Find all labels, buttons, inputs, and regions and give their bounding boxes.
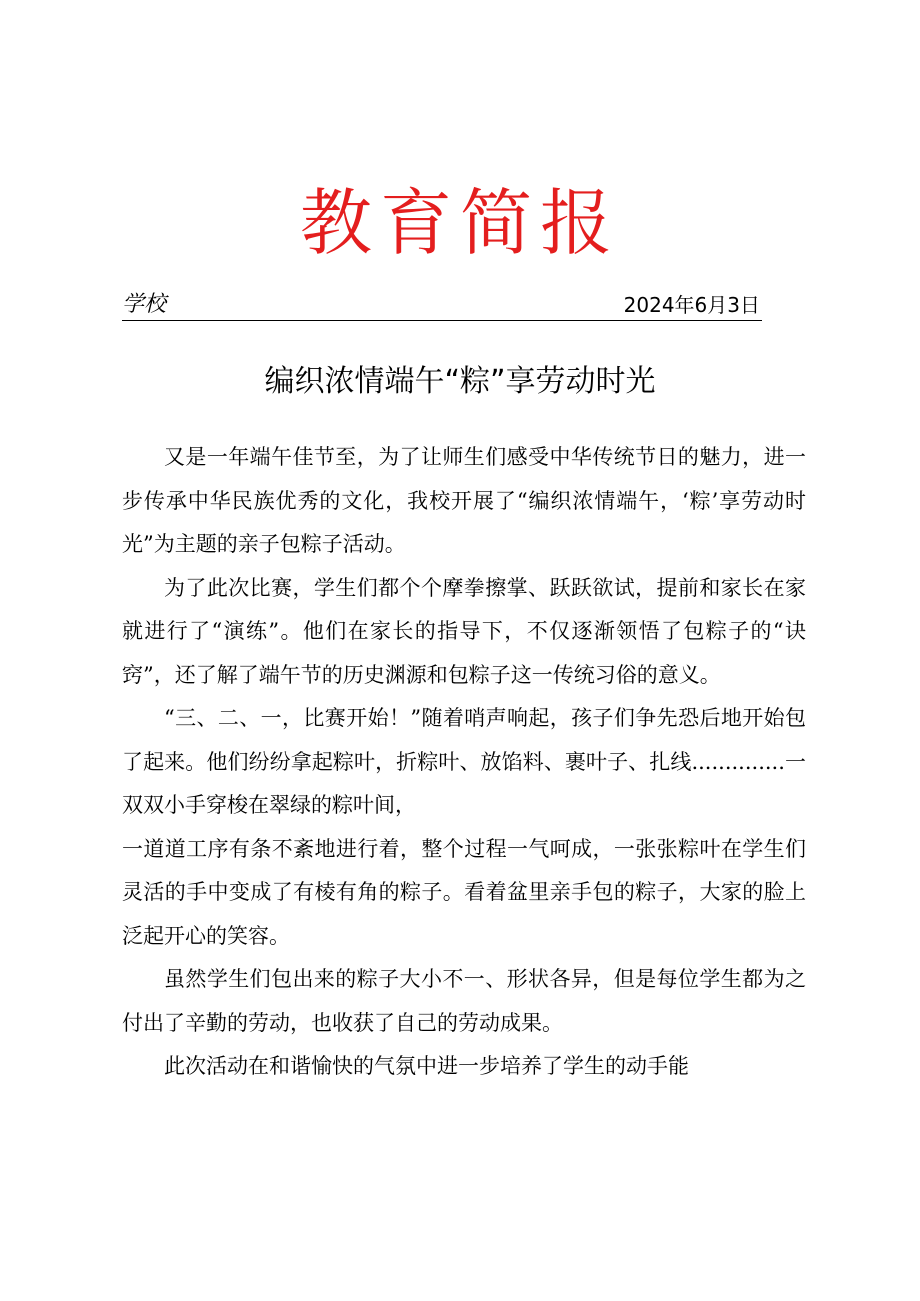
article-title: 编织浓情端午“粽”享劳动时光 <box>264 364 656 399</box>
paragraph: 此次活动在和谐愉快的气氛中进一步培养了学生的动手能 <box>164 1054 689 1078</box>
paragraph: 又是一年端午佳节至，为了让师生们感受中华传统节日的魅力，进一步传承中华民族优秀的文化，我校开展了“编织浓情端午，‘粽’享劳动时光”为主题的亲子包粽子活动。 <box>122 445 806 556</box>
issue-date: 2024年6月3日 <box>623 293 760 317</box>
article-body <box>122 436 806 1089</box>
meta-row <box>122 290 762 321</box>
paragraph: 为了此次比赛，学生们都个个摩拳擦掌、跃跃欲试，提前和家长在家就进行了“演练”。他们在家长的指导下，不仅逐渐领悟了包粽子的“诀窍”，还了解了端午节的历史渊源和包粽子这一传统习俗的意义。 <box>122 575 806 687</box>
paragraph: “三、二、一，比赛开始！”随着哨声响起，孩子们争先恐后地开始包了起来。他们纷纷拿起粽叶，折粽叶、放馅料、裹叶子、扎线..............一双双小手穿梭在翠绿的粽叶间， 一道道工序有条不紊地进行着，整个过程一气呵成，一张张粽叶在学生们灵活的手中变成了有棱有角的粽子。看着盆里亲手包的粽子，大家的脸上泛起开心的笑容。 <box>122 706 806 948</box>
school-label: 学校 <box>122 292 167 317</box>
newsletter-masthead: 教育简报 <box>299 181 620 265</box>
paragraph: 虽然学生们包出来的粽子大小不一、形状各异，但是每位学生都为之付出了辛勤的劳动，也收获了自己的劳动成果。 <box>122 967 806 1035</box>
